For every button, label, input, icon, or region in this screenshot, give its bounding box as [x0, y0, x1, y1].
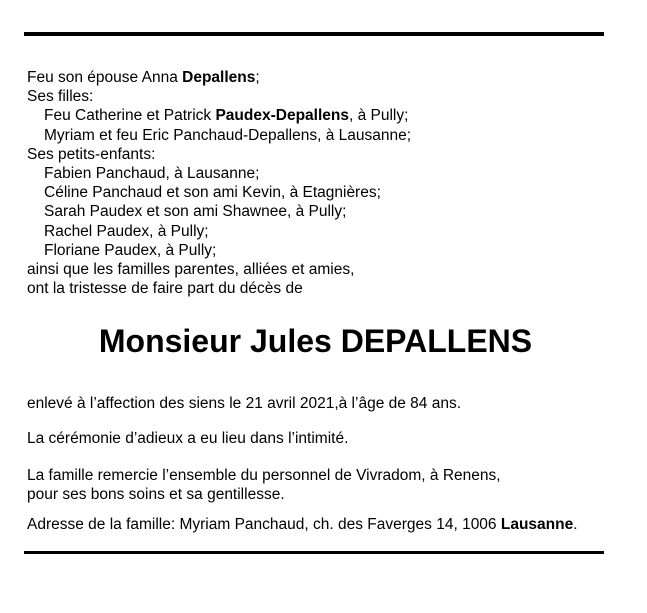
family-line-grandchild: [27, 202, 604, 221]
text-run: ont la tristesse de faire part du décès de: [27, 280, 303, 298]
text-run-bold: Depallens: [182, 69, 256, 86]
text-run: La famille remercie l’ensemble du personnel de Vivradom, à Renens,: [27, 466, 501, 484]
top-divider: [24, 32, 604, 36]
text-run: Feu Catherine et Patrick: [44, 107, 216, 125]
text-run: Adresse de la famille: Myriam Panchaud, ch. des Faverges 14, 1006: [27, 516, 501, 534]
text-run: Sarah Paudex et son ami Shawnee, à Pully;: [44, 203, 347, 221]
family-line-spouse: [27, 68, 604, 87]
text-run: Ses petits-enfants:: [27, 145, 156, 163]
notice-body: [27, 68, 604, 534]
text-run: Floriane Paudex, à Pully;: [44, 241, 217, 259]
family-line-daughters-heading: [27, 87, 604, 106]
family-line-daughter: [27, 126, 604, 145]
text-run: Rachel Paudex, à Pully;: [44, 222, 209, 240]
text-run: Ses filles:: [27, 88, 94, 106]
text-run-bold: Paudex-Depallens: [215, 107, 349, 125]
deceased-name-title: Monsieur Jules DEPALLENS: [98, 323, 533, 360]
family-line-grandchild: [27, 222, 604, 241]
text-run: Céline Panchaud et son ami Kevin, à Etagnières;: [44, 184, 381, 202]
bottom-divider: [24, 551, 604, 554]
text-run: ainsi que les familles parentes, alliées et amies,: [27, 261, 355, 279]
family-line-grandchild: [27, 164, 604, 183]
family-line-relatives: [27, 260, 604, 279]
family-line-grandchild: [27, 183, 604, 202]
thanks-paragraph: [27, 466, 604, 504]
text-run: Fabien Panchaud, à Lausanne;: [44, 165, 260, 183]
text-run: ;: [255, 69, 260, 86]
family-line-grandchild: [27, 241, 604, 260]
death-details-paragraph: enlevé à l’affection des siens le 21 avril 2021,à l’âge de 84 ans.: [27, 395, 462, 413]
family-line-daughter: [27, 106, 604, 125]
text-run-bold: Lausanne: [500, 516, 574, 534]
family-line-grandchildren-heading: [27, 145, 604, 164]
text-run: pour ses bons soins et sa gentillesse.: [27, 486, 285, 504]
text-run: Feu son épouse Anna: [27, 69, 183, 86]
text-run: , à Pully;: [348, 107, 409, 125]
family-address-paragraph: [27, 515, 604, 534]
text-run: Myriam et feu Eric Panchaud-Depallens, à Lausanne;: [44, 126, 412, 144]
family-line-announcement: [27, 279, 604, 298]
ceremony-paragraph: La cérémonie d’adieux a eu lieu dans l’intimité.: [27, 429, 349, 447]
text-run: .: [573, 516, 578, 534]
